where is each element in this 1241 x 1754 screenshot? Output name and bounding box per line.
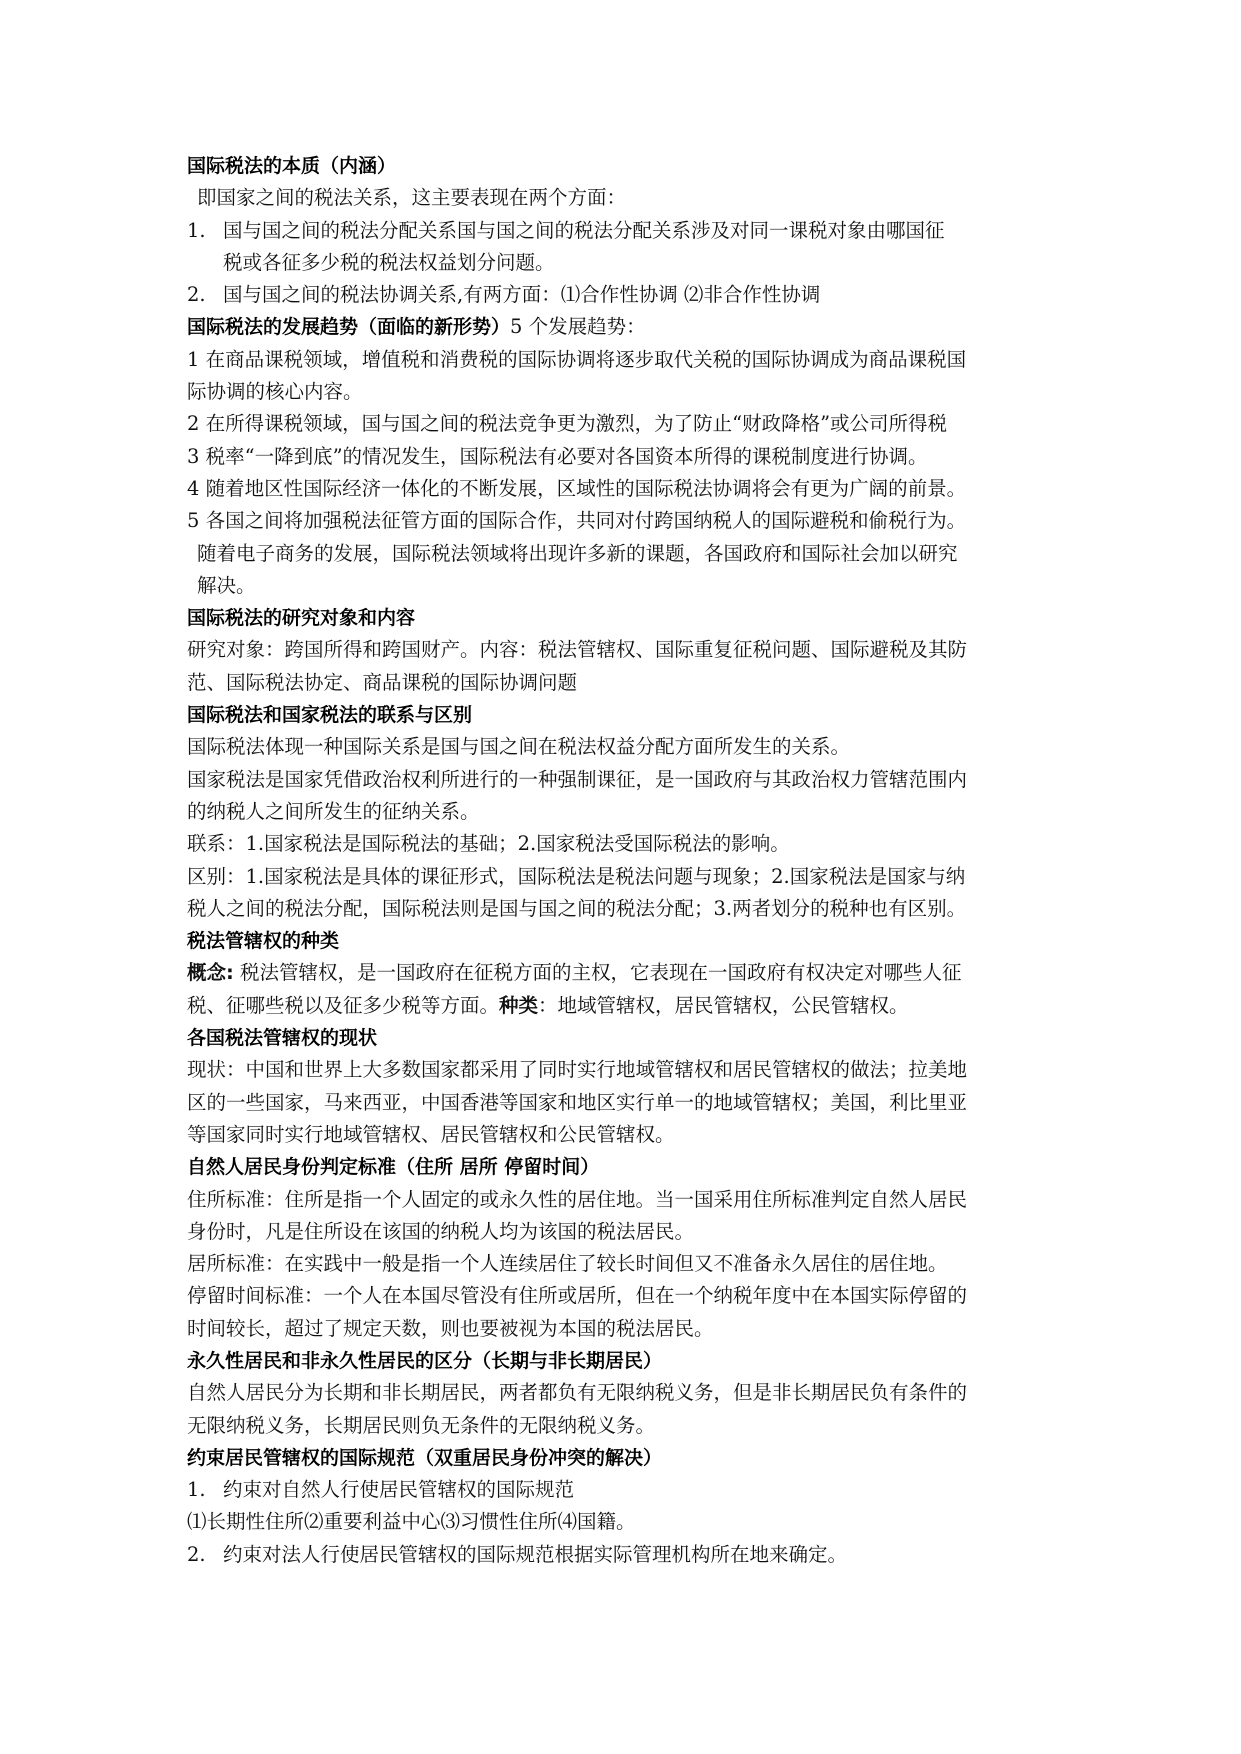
paragraph-text: 税、征哪些税以及征多少税等方面。 [187,993,500,1017]
section-heading: 国际税法的本质（内涵） [187,155,397,177]
paragraph-line: 停留时间标准：一个人在本国尽管没有住所或居所，但在一个纳税年度中在本国实际停留的 [187,1284,968,1308]
paragraph-line: ⑴长期性住所⑵重要利益中心⑶习惯性住所⑷国籍。 [187,1510,636,1534]
item-text: 国与国之间的税法分配关系国与国之间的税法分配关系涉及对同一课税对象由哪国征 [223,218,945,242]
paragraph-line: 时间较长，超过了规定天数，则也要被视为本国的税法居民。 [187,1316,714,1340]
paragraph-line: 范、国际税法协定、商品课税的国际协调问题 [187,670,578,694]
item-number: 2. [187,283,206,307]
paragraph-line: 无限纳税义务，长期居民则负无条件的无限纳税义务。 [187,1413,656,1437]
paragraph-text: ：地域管辖权，居民管辖权，公民管辖权。 [538,993,909,1017]
numbered-item [187,1474,1057,1506]
paragraph-line: 随着电子商务的发展，国际税法领域将出现许多新的课题，各国政府和国际社会加以研究 [197,541,958,565]
paragraph-line: 税人之间的税法分配，国际税法则是国与国之间的税法分配；3.两者划分的税种也有区别。 [187,896,967,920]
paragraph-line: 际协调的核心内容。 [187,380,363,404]
paragraph-line: 区别：1.国家税法是具体的课征形式，国际税法是税法问题与现象；2.国家税法是国家与纳 [187,864,966,888]
item-number: 1. [187,218,206,242]
paragraph-line: 住所标准：住所是指一个人固定的或永久性的居住地。当一国采用住所标准判定自然人居民 [187,1187,968,1211]
item-number: 1. [187,1478,206,1502]
paragraph-line: 自然人居民分为长期和非长期居民，两者都负有无限纳税义务，但是非长期居民负有条件的 [187,1381,968,1405]
paragraph-line: 解决。 [197,573,256,597]
paragraph-line: 3 税率“一降到底”的情况发生，国际税法有必要对各国资本所得的课税制度进行协调。 [187,444,928,468]
paragraph-line: 即国家之间的税法关系，这主要表现在两个方面： [197,186,627,210]
item-number: 2. [187,1542,206,1566]
paragraph-line [187,957,1057,989]
paragraph-line: 身份时，凡是住所设在该国的纳税人均为该国的税法居民。 [187,1219,695,1243]
numbered-item [187,279,1057,311]
paragraph-line: 2 在所得课税领域，国与国之间的税法竞争更为激烈，为了防止“财政降格”或公司所得税 [187,412,948,436]
numbered-item [187,215,1057,247]
paragraph-line: 等国家同时实行地域管辖权、居民管辖权和公民管辖权。 [187,1122,675,1146]
paragraph-line: 居所标准：在实践中一般是指一个人连续居住了较长时间但又不准备永久居住的居住地。 [187,1252,948,1276]
section-heading: 税法管辖权的种类 [187,930,340,953]
paragraph-line: 联系：1.国家税法是国际税法的基础；2.国家税法受国际税法的影响。 [187,832,790,856]
section-heading: 永久性居民和非永久性居民的区分（长期与非长期居民） [187,1349,663,1372]
section-heading-row [187,311,1057,343]
paragraph-line: 税或各征多少税的税法权益划分问题。 [223,250,555,274]
numbered-item [187,1539,1057,1571]
document-page [187,150,1057,1571]
paragraph-line: 国家税法是国家凭借政治权利所进行的一种强制课征，是一国政府与其政治权力管辖范围内 [187,767,968,791]
section-heading: 国际税法的研究对象和内容 [187,607,416,630]
paragraph-line: 研究对象：跨国所得和跨国财产。内容：税法管辖权、国际重复征税问题、国际避税及其防 [187,638,968,662]
item-text: 国与国之间的税法协调关系,有两方面：⑴合作性协调 ⑵非合作性协调 [223,283,821,307]
section-heading: 国际税法的发展趋势（面临的新形势） [187,316,511,339]
paragraph-line: 现状：中国和世界上大多数国家都采用了同时实行地域管辖权和居民管辖权的做法；拉美地 [187,1058,968,1082]
paragraph-line [187,990,1057,1022]
heading-tail: 5 个发展趋势： [510,315,646,339]
section-heading: 各国税法管辖权的现状 [187,1027,378,1050]
paragraph-line: 国际税法体现一种国际关系是国与国之间在税法权益分配方面所发生的关系。 [187,735,851,759]
item-text: 约束对自然人行使居民管辖权的国际规范 [223,1478,575,1502]
paragraph-line: 1 在商品课税领域，增值税和消费税的国际协调将逐步取代关税的国际协调成为商品课税国 [187,347,967,371]
paragraph-line: 的纳税人之间所发生的征纳关系。 [187,799,480,823]
concept-label: 概念: [187,961,234,985]
paragraph-line: 区的一些国家，马来西亚，中国香港等国家和地区实行单一的地域管辖权；美国，利比里亚 [187,1090,968,1114]
kinds-label: 种类 [499,993,539,1017]
paragraph-line: 5 各国之间将加强税法征管方面的国际合作，共同对付跨国纳税人的国际避税和偷税行为。 [187,509,967,533]
paragraph-text: 税法管辖权，是一国政府在征税方面的主权，它表现在一国政府有权决定对哪些人征 [233,961,962,985]
section-heading: 约束居民管辖权的国际规范（双重居民身份冲突的解决） [187,1446,663,1469]
section-heading: 自然人居民身份判定标准（住所 居所 停留时间） [187,1156,600,1179]
section-heading: 国际税法和国家税法的联系与区别 [187,704,473,727]
paragraph-line: 4 随着地区性国际经济一体化的不断发展，区域性的国际税法协调将会有更为广阔的前景。 [187,476,967,500]
item-text: 约束对法人行使居民管辖权的国际规范根据实际管理机构所在地来确定。 [223,1542,848,1566]
